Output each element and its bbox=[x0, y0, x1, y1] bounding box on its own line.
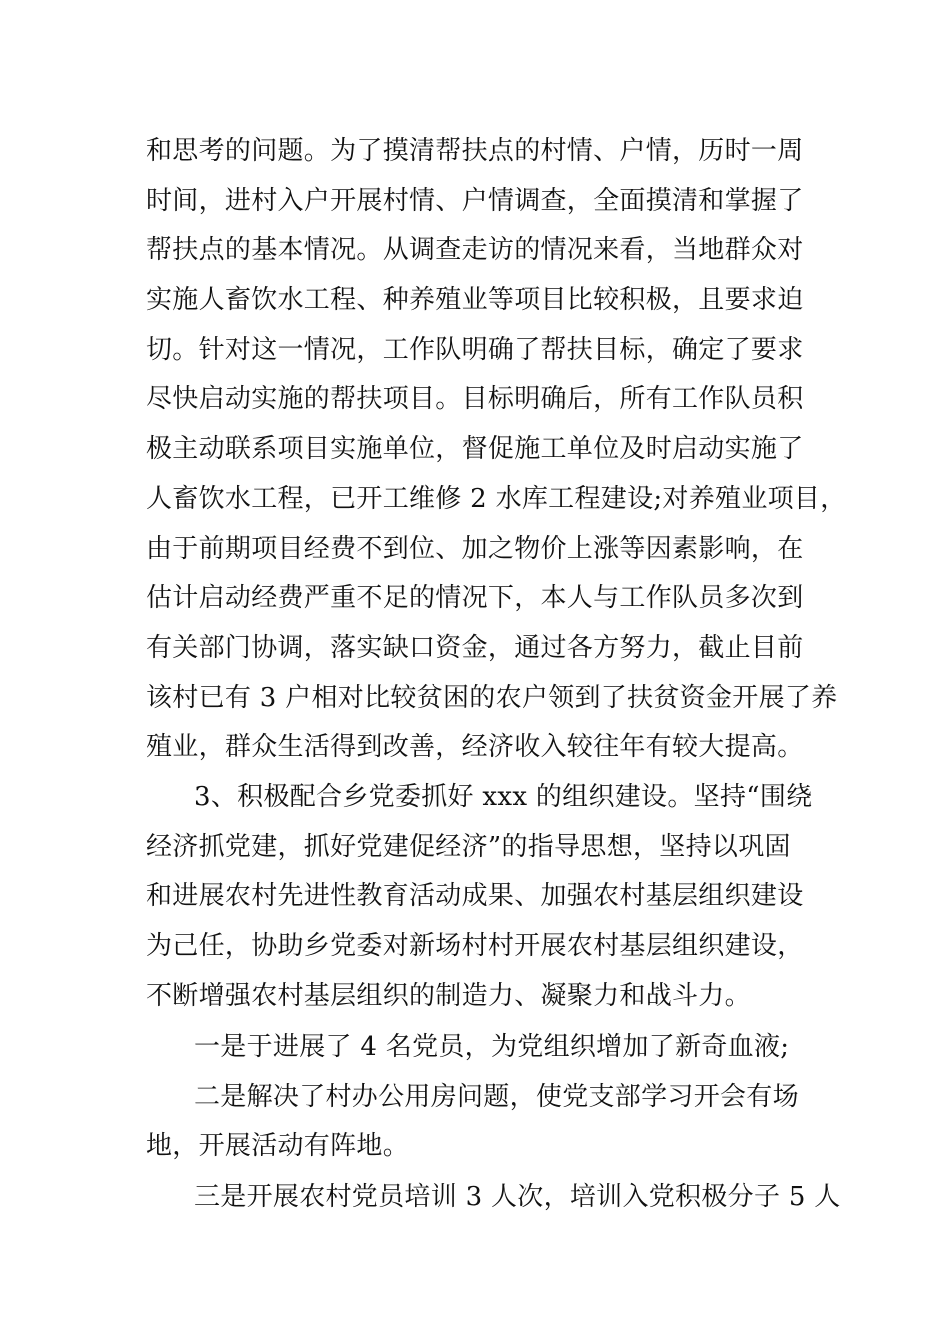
text-line: 切。针对这一情况，工作队明确了帮扶目标，确定了要求 bbox=[146, 335, 804, 365]
paragraph-start-line: 一是于进展了 4 名党员，为党组织增加了新奇血液; bbox=[194, 1032, 790, 1062]
text-line: 人畜饮水工程，已开工维修 2 水库工程建设;对养殖业项目， bbox=[146, 484, 847, 514]
paragraph-start-line: 三是开展农村党员培训 3 人次，培训入党积极分子 5 人 bbox=[194, 1182, 841, 1212]
text-line: 和思考的问题。为了摸清帮扶点的村情、户情，历时一周 bbox=[146, 136, 804, 166]
text-line: 实施人畜饮水工程、种养殖业等项目比较积极，且要求迫 bbox=[146, 285, 804, 315]
text-line: 和进展农村先进性教育活动成果、加强农村基层组织建设 bbox=[146, 881, 804, 911]
text-line: 殖业，群众生活得到改善，经济收入较往年有较大提高。 bbox=[146, 732, 804, 762]
text-line: 有关部门协调，落实缺口资金，通过各方努力，截止目前 bbox=[146, 633, 804, 663]
text-line: 估计启动经费严重不足的情况下，本人与工作队员多次到 bbox=[146, 583, 804, 613]
paragraph-start-line: 二是解决了村办公用房问题，使党支部学习开会有场 bbox=[194, 1082, 799, 1112]
text-line: 极主动联系项目实施单位，督促施工单位及时启动实施了 bbox=[146, 434, 804, 464]
text-line: 不断增强农村基层组织的制造力、凝聚力和战斗力。 bbox=[146, 981, 751, 1011]
text-line: 帮扶点的基本情况。从调查走访的情况来看，当地群众对 bbox=[146, 235, 804, 265]
text-line: 地，开展活动有阵地。 bbox=[146, 1131, 410, 1161]
text-line: 经济抓党建，抓好党建促经济”的指导思想，坚持以巩固 bbox=[146, 832, 791, 862]
text-line: 尽快启动实施的帮扶项目。目标明确后，所有工作队员积 bbox=[146, 384, 804, 414]
text-line: 为己任，协助乡党委对新场村村开展农村基层组织建设， bbox=[146, 931, 804, 961]
text-line: 由于前期项目经费不到位、加之物价上涨等因素影响，在 bbox=[146, 534, 804, 564]
paragraph-start-line: 3、积极配合乡党委抓好 xxx 的组织建设。坚持“围绕 bbox=[194, 782, 813, 812]
text-line: 时间，进村入户开展村情、户情调查，全面摸清和掌握了 bbox=[146, 186, 804, 216]
text-line: 该村已有 3 户相对比较贫困的农户领到了扶贫资金开展了养 bbox=[146, 683, 838, 713]
